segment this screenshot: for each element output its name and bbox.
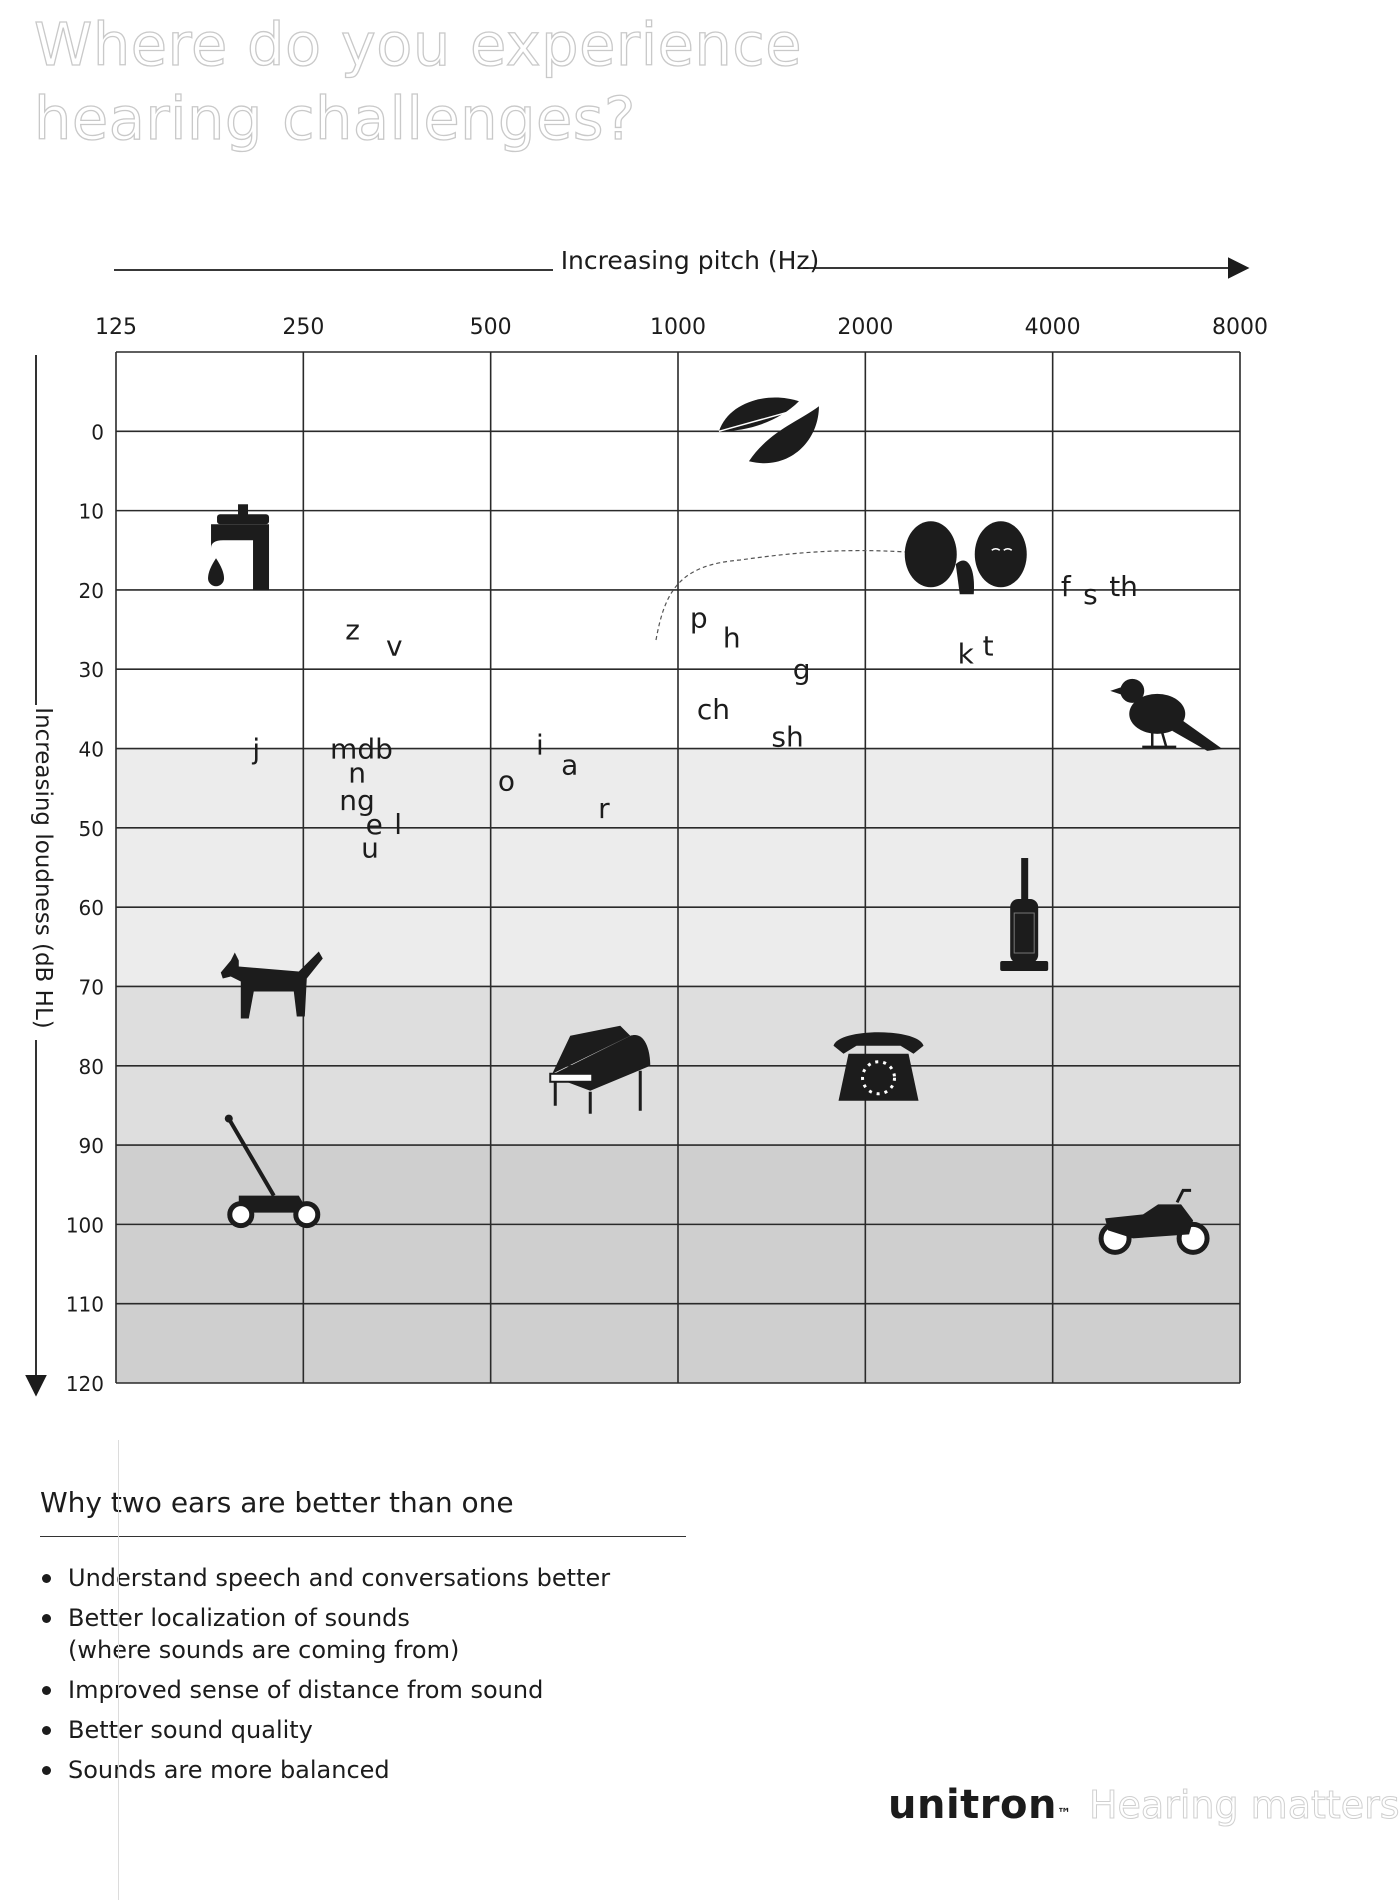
- speech-sound-f: f: [1060, 569, 1071, 603]
- y-tick-label: 60: [78, 896, 104, 921]
- speech-sound-n: n: [348, 756, 366, 790]
- benefit-text: Sounds are more balanced: [68, 1756, 390, 1784]
- benefit-text: Understand speech and conversations better: [68, 1564, 611, 1592]
- brand-name: unitron: [888, 1782, 1057, 1828]
- y-tick-label: 90: [78, 1134, 104, 1159]
- speech-sound-h: h: [722, 621, 741, 655]
- y-tick-label: 50: [78, 816, 104, 841]
- x-tick-label: 125: [95, 315, 137, 340]
- speech-sound-u: u: [361, 831, 379, 865]
- speech-sound-s: s: [1083, 577, 1098, 611]
- whispering-people-icon: [905, 521, 1027, 594]
- page-title-line-1: Where do you experience: [34, 10, 803, 79]
- telephone-icon: [834, 1032, 924, 1101]
- scan-artifact-line: [118, 1440, 119, 1900]
- benefits-divider: [40, 1536, 686, 1537]
- speech-sound-l: l: [394, 807, 402, 841]
- speech-sound-ch: ch: [696, 692, 730, 726]
- benefit-text-continued: (where sounds are coming from): [68, 1636, 460, 1664]
- speech-sound-sh: sh: [771, 720, 804, 754]
- brand-trademark: ™: [1056, 1806, 1071, 1822]
- x-tick-label: 1000: [650, 315, 706, 340]
- x-tick-label: 500: [469, 315, 512, 340]
- speech-sound-o: o: [497, 764, 515, 798]
- speech-sound-e: e: [365, 807, 383, 841]
- benefit-text: Better sound quality: [68, 1716, 313, 1744]
- benefit-item: [40, 1714, 688, 1746]
- y-tick-label: 80: [78, 1054, 104, 1079]
- brand-logo: [888, 1782, 1400, 1828]
- bird-icon: [1110, 679, 1222, 751]
- benefit-text: Better localization of sounds: [68, 1604, 410, 1632]
- speech-sound-a: a: [561, 748, 579, 782]
- benefit-item: [40, 1602, 688, 1666]
- x-tick-label: 8000: [1212, 315, 1268, 340]
- speech-sound-p: p: [689, 601, 708, 635]
- dripping-faucet-icon: [208, 504, 269, 590]
- speech-sound-ng: ng: [339, 784, 375, 818]
- benefit-text: Improved sense of distance from sound: [68, 1676, 544, 1704]
- speech-sound-g: g: [792, 653, 811, 687]
- speech-sound-th: th: [1109, 569, 1138, 603]
- y-tick-label: 40: [78, 737, 104, 762]
- benefits-heading: Why two ears are better than one: [40, 1486, 514, 1519]
- leaves-rustling-icon: [719, 398, 819, 464]
- y-tick-label: 120: [65, 1372, 104, 1396]
- benefits-list: [40, 1562, 688, 1794]
- y-tick-label: 20: [78, 578, 104, 603]
- y-axis-label: Increasing loudness (dB HL): [30, 707, 56, 1029]
- speech-sound-i: i: [536, 728, 544, 762]
- speech-sound-j: j: [252, 732, 261, 766]
- y-tick-label: 10: [78, 499, 104, 524]
- speech-sound-z: z: [345, 613, 360, 647]
- speech-sound-mdb: mdb: [330, 732, 393, 766]
- speech-sound-t: t: [982, 629, 994, 663]
- y-tick-label: 30: [78, 658, 104, 683]
- benefit-item: [40, 1674, 688, 1706]
- speech-sound-v: v: [385, 629, 403, 663]
- y-tick-label: 110: [65, 1292, 104, 1317]
- y-tick-label: 0: [91, 420, 104, 445]
- x-tick-label: 4000: [1024, 315, 1081, 340]
- x-tick-label: 2000: [837, 315, 894, 340]
- page-title-line-2: hearing challenges?: [34, 84, 636, 153]
- y-tick-label: 100: [65, 1213, 104, 1238]
- speech-sound-k: k: [957, 637, 974, 671]
- brand-tagline: Hearing matters: [1088, 1783, 1400, 1827]
- x-tick-label: 250: [282, 315, 325, 340]
- x-axis-label: Increasing pitch (Hz): [560, 246, 820, 275]
- benefit-item: [40, 1754, 688, 1786]
- speech-sound-r: r: [598, 792, 610, 826]
- benefit-item: [40, 1562, 688, 1594]
- y-tick-label: 70: [78, 975, 104, 1000]
